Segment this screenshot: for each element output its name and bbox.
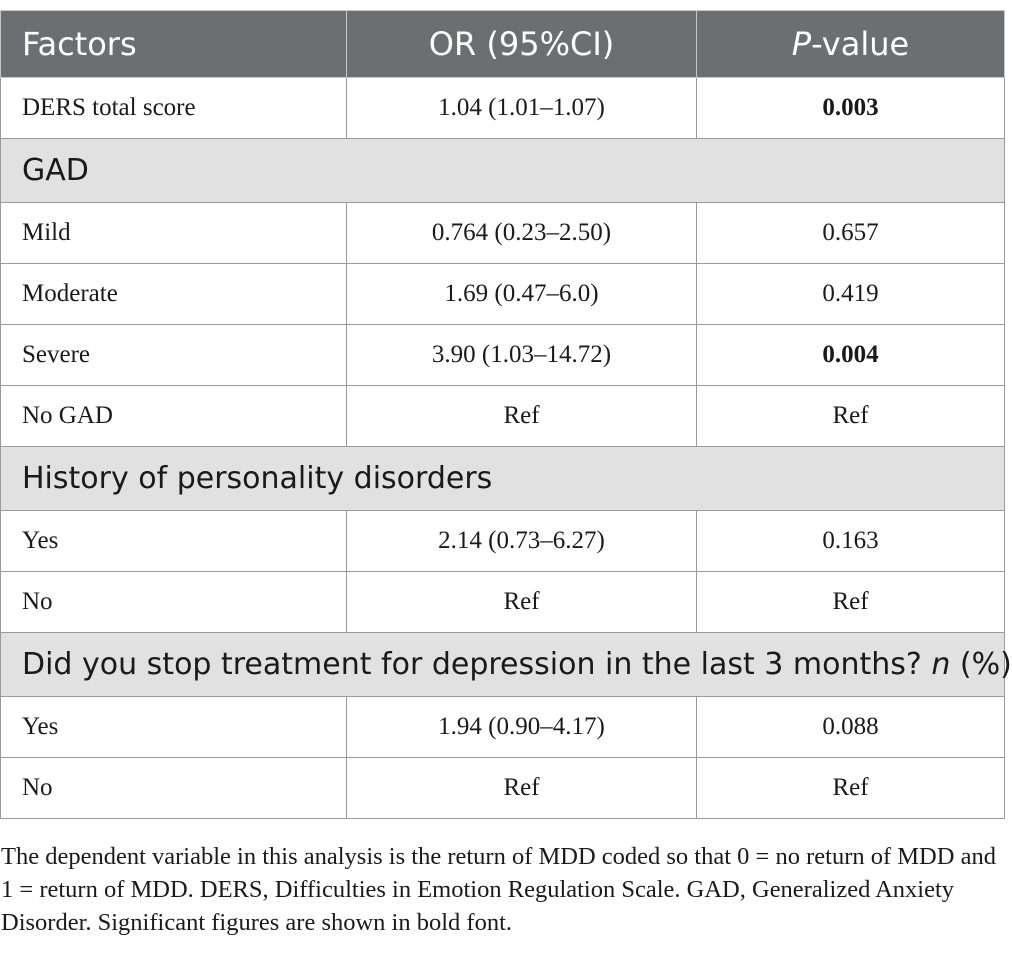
section-label-text: Did you stop treatment for depression in the last 3 months? [22, 647, 932, 682]
section-label-text: History of personality disorders [22, 461, 493, 496]
table-footnote: The dependent variable in this analysis is the return of MDD coded so that 0 = no return of MDD and 1 = return of MDD. DERS, Difficulties in Emotion Regulation Scale. GAD, Generalized Anxiety Disorder. Significant figures are shown in bold font. [1, 843, 996, 936]
table-row [1, 386, 1005, 447]
section-label-text: GAD [22, 153, 89, 188]
or-ci-cell: 2.14 (0.73–6.27) [347, 511, 697, 572]
p-value-cell: Ref [697, 758, 1005, 819]
p-value-cell: 0.003 [697, 78, 1005, 139]
or-ci-cell: 1.69 (0.47–6.0) [347, 264, 697, 325]
table-body [1, 78, 1012, 819]
or-ci-cell: Ref [347, 386, 697, 447]
table-row [1, 697, 1005, 758]
factor-cell: Mild [1, 203, 347, 264]
section-label-suffix: (%) [950, 647, 1012, 682]
table-row [1, 511, 1005, 572]
factor-cell: No [1, 758, 347, 819]
factor-cell: No GAD [1, 386, 347, 447]
p-value-cell: 0.088 [697, 697, 1005, 758]
header-or-ci: OR (95%CI) [347, 11, 697, 78]
table-row [1, 758, 1005, 819]
section-label-italic: n [931, 647, 951, 682]
p-value-cell: 0.163 [697, 511, 1005, 572]
header-p-value [697, 11, 1005, 78]
or-ci-cell: 1.94 (0.90–4.17) [347, 697, 697, 758]
section-row [1, 447, 1005, 511]
or-ci-cell: Ref [347, 572, 697, 633]
section-label [1, 447, 1005, 511]
table-row [1, 572, 1005, 633]
table-row [1, 264, 1005, 325]
or-ci-cell: 0.764 (0.23–2.50) [347, 203, 697, 264]
factor-cell: Yes [1, 697, 347, 758]
section-label [1, 633, 1012, 697]
header-p-italic: P [791, 25, 812, 63]
factor-cell: DERS total score [1, 78, 347, 139]
section-row [1, 633, 1005, 697]
table-row [1, 325, 1005, 386]
factor-cell: Moderate [1, 264, 347, 325]
results-table [0, 10, 1012, 819]
p-value-cell: Ref [697, 386, 1005, 447]
p-value-cell: 0.004 [697, 325, 1005, 386]
p-value-cell: 0.657 [697, 203, 1005, 264]
section-row [1, 139, 1005, 203]
p-value-cell: 0.419 [697, 264, 1005, 325]
or-ci-cell: Ref [347, 758, 697, 819]
table-header-row [1, 11, 1005, 78]
factor-cell: No [1, 572, 347, 633]
table-row [1, 203, 1005, 264]
header-p-suffix: -value [811, 25, 910, 63]
table-row [1, 78, 1005, 139]
section-label [1, 139, 1005, 203]
or-ci-cell: 3.90 (1.03–14.72) [347, 325, 697, 386]
factor-cell: Yes [1, 511, 347, 572]
header-factors: Factors [1, 11, 347, 78]
p-value-cell: Ref [697, 572, 1005, 633]
factor-cell: Severe [1, 325, 347, 386]
or-ci-cell: 1.04 (1.01–1.07) [347, 78, 697, 139]
